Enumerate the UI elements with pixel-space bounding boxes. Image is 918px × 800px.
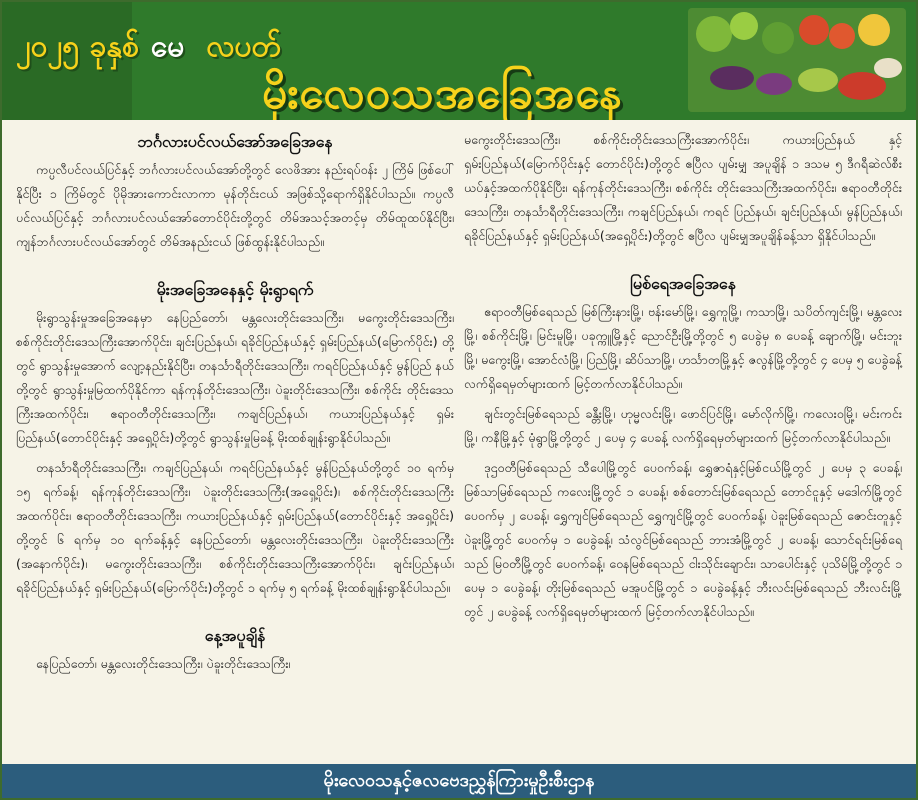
- paragraph: ချင်းတွင်းမြစ်ရေသည် ခန္တီးမြို့၊ ဟုမ္မလင်းမြို့၊ ဖောင်ပြင်မြို့၊ မော်လိုက်မြို့၊ ကလေးဝမြို့၊ မင်းကင်းမြို့၊ ကနီမြို့နှင့် မုံရွာမြို့တို့တွင် ၂ ပေမှ ၄ ပေခန့် လက်ရှိရေမှတ်များထက် မြင့်တက်လာနိုင်ပါသည်။: [464, 406, 902, 445]
- paragraph: ဧရာဝတီမြစ်ရေသည် မြစ်ကြီးနားမြို့၊ ဗန်းမော်မြို့၊ ရွှေကူမြို့၊ ကသာမြို့၊ သပိတ်ကျင်းမြို့၊ မန္တလေးမြို့၊ စစ်ကိုင်းမြို့၊ မြင်းမူမြို့၊ ပခုက္ကူမြို့နှင့် ညောင်ဦးမြို့တို့တွင် ၅ ပေခွဲမှ ၈ ပေခန့် ချောက်မြို့၊ မင်းဘူးမြို့၊ မကွေးမြို့၊ အောင်လံမြို့၊ ပြည်မြို့၊ ဆိပ်သာမြို့၊ ဟင်္သာတမြို့နှင့် ဇလွန်မြို့တို့တွင် ၄ ပေမှ ၅ ပေခွဲခန့် လက်ရှိရေမှတ်များထက် မြင့်တက်လာနိုင်ပါသည်။: [464, 304, 902, 391]
- section-title-bay: ဘင်္ဂလားပင်လယ်အော်အခြေအနေ: [137, 132, 333, 151]
- paragraph: ဒုဌဝတီမြစ်ရေသည် သီပေါမြို့တွင် ပေဝက်ခန့်၊ ရွှေဇာရံနှင့်မြစ်ငယ်မြို့တွင် ၂ ပေမှ ၃ ပေခန့်၊ မြစ်သာမြစ်ရေသည် ကလေးမြို့တွင် ၁ ပေခန့်၊ စစ်တောင်းမြစ်ရေသည် တောင်ငူနှင့် မဒေါက်မြို့တွင် ပေဝက်မှ ၂ ပေခန့်၊ ရွှေကျင်မြစ်ရေသည် ရွှေကျင်မြို့တွင် ပေဝက်ခန့်၊ ပဲခူးမြစ်ရေသည် ဇောင်းတူနှင့် ပဲခူးမြို့တွင် ပေဝက်မှ ၁ ပေခွဲခန့်၊ သံလွင်မြစ်ရေသည် ဘားအံမြို့တွင် ၂ ပေခန့်၊ သောင်ရင်းမြစ်ရေသည် မြဝတီမြို့တွင် ပေဝက်ခန့်၊ ဝေနမြစ်ရေသည် ငါးသိုင်းချောင်း၊ သာပေါင်းနှင့် ပုသိမ်မြို့တို့တွင် ၁ ပေမှ ၁ ပေခွဲခန့်၊ တိုးမြစ်ရေသည် မအူပင်မြို့တွင် ၁ ပေခွဲခန့်နှင့် ဘီးလင်းမြစ်ရေသည် ဘီးလင်းမြို့တွင် ၂ ပေခွဲခန့် လက်ရှိရေမှတ်များထက် မြင့်တက်လာနိုင်ပါသည်။: [464, 460, 902, 619]
- section-title-temperature: နေ့အပူချိန်: [204, 626, 266, 645]
- paragraph: တနင်္သာရီတိုင်းဒေသကြီး၊ ကချင်ပြည်နယ်၊ ကရင်ပြည်နယ်နှင့် မွန်ပြည်နယ်တို့တွင် ၁၀ ရက်မှ ၁၅ ရက်ခန့်၊ ရန်ကုန်တိုင်းဒေသကြီး၊ ပဲခူးတိုင်းဒေသကြီး(အရှေ့ပိုင်း)၊ စစ်ကိုင်းတိုင်းဒေသကြီး အထက်ပိုင်း၊ ဧရာဝတီတိုင်းဒေသကြီး၊ ကယားပြည်နယ်နှင့် ရှမ်းပြည်နယ်(တောင်ပိုင်းနှင့် အရှေ့ပိုင်း) တို့တွင် ၆ ရက်မှ ၁၀ ရက်ခန့်နှင့် နေပြည်တော်၊ မန္တလေးတိုင်းဒေသကြီး၊ ပဲခူးတိုင်းဒေသကြီး (အနောက်ပိုင်း)၊ မကွေးတိုင်းဒေသကြီး၊ စစ်ကိုင်းတိုင်းဒေသကြီးအောက်ပိုင်း၊ ချင်းပြည်နယ်၊ ရခိုင်ပြည်နယ်နှင့် ရှမ်းပြည်နယ်(မြောက်ပိုင်း)တို့တွင် ၁ ရက်မှ ၅ ရက်ခန့် မိုးထစ်ချုန်းရွာနိုင်ပါသည်။: [16, 460, 454, 595]
- footer-text: မိုးလေဝသနှင့်ဇလဗေဒညွှန်ကြားမှုဦးစီးဌာန: [323, 769, 595, 791]
- date-block: [16, 26, 281, 71]
- right-column: [464, 128, 902, 630]
- edition-label: လပတ်: [206, 29, 281, 64]
- vegetable-illustration: [688, 8, 906, 112]
- date-month: မေ: [150, 29, 185, 64]
- page-title: မိုးလေဝသအခြေအနေ: [262, 68, 624, 119]
- paragraph: ကပ္ပလီပင်လယ်ပြင်နှင့် ဘင်္ဂလားပင်လယ်အော်တို့တွင် လေဖိအား နည်းရပ်ဝန်း ၂ ကြိမ် ဖြစ်ပေါ်နိုင်ပြီး ၁ ကြိမ်တွင် ပိုမိုအားကောင်းလာကာ မုန်တိုင်းငယ် အဖြစ်သို့ရောက်ရှိနိုင်ပါသည်။ ကပ္ပလီပင်လယ်ပြင်နှင့် ဘင်္ဂလားပင်လယ်အော်တောင်ပိုင်းတို့တွင် တိမ်အသင့်အတင့်မှ တိမ်ထူထပ်နိုင်ပြီး၊ ကျန်ဘင်္ဂလားပင်လယ်အော်တွင် တိမ်အနည်းငယ် ဖြစ်ထွန်းနိုင်ပါသည်။: [16, 162, 454, 249]
- divider: [464, 254, 902, 270]
- paragraph: နေပြည်တော်၊ မန္တလေးတိုင်းဒေသကြီး၊ ပဲခူးတိုင်းဒေသကြီး၊: [36, 656, 291, 671]
- footer-bar: [2, 764, 916, 798]
- section-title-river: မြစ်ရေအခြေအနေ: [630, 274, 736, 293]
- section-title-rain: မိုးအခြေအနေနှင့် မိုးရွာရက်: [156, 280, 314, 299]
- vegetable-image: [688, 8, 906, 112]
- left-column: [16, 128, 454, 682]
- paragraph: မိုးရွာသွန်းမှုအခြေအနေမှာ နေပြည်တော်၊ မန္တလေးတိုင်းဒေသကြီး၊ မကွေးတိုင်းဒေသကြီး၊ စစ်ကိုင်းတိုင်းဒေသကြီးအောက်ပိုင်း၊ ချင်းပြည်နယ်၊ ရခိုင်ပြည်နယ်နှင့် ရှမ်းပြည်နယ်(မြောက်ပိုင်း) တို့တွင် ရွာသွန်းမှုအောက် လျော့နည်းနိုင်ပြီး၊ တနင်္သာရီတိုင်းဒေသကြီး၊ ကရင်ပြည်နယ်နှင့် မွန်ပြည် နယ်တို့တွင် ရွာသွန်းမှုမြထက်ပိုနိုင်ကာ ရန်ကုန်တိုင်းဒေသကြီး၊ ပဲခူးတိုင်းဒေသကြီး၊ စစ်ကိုင်း တိုင်းဒေသကြီးအထက်ပိုင်း၊ ဧရာဝတီတိုင်းဒေသကြီး၊ ကချင်ပြည်နယ်၊ ကယားပြည်နယ်နှင့် ရှမ်း ပြည်နယ်(တောင်ပိုင်းနှင့် အရှေ့ပိုင်း)တို့တွင် ရွာသွန်းမှုမြခန့် မိုးထစ်ချုန်းရွာနိုင်ပါသည်။: [16, 310, 454, 445]
- header-banner: [2, 2, 916, 120]
- divider: [16, 260, 454, 276]
- divider: [16, 606, 454, 622]
- paragraph: မကွေးတိုင်းဒေသကြီး၊ စစ်ကိုင်းတိုင်းဒေသကြီးအောက်ပိုင်း၊ ကယားပြည်နယ် နှင့် ရှမ်းပြည်နယ်(မြောက်ပိုင်းနှင့် တောင်ပိုင်း)တို့တွင် ဧပြီလ ပျမ်းမျှ အပူချိန် ၁ ဒသမ ၅ ဒီဂရီဆဲလ်စီးယပ်နှင့်အထက်ပိုနိုင်ပြီး၊ ရန်ကုန်တိုင်းဒေသကြီး၊ စစ်ကိုင်း တိုင်းဒေသကြီးအထက်ပိုင်း၊ ဧရာဝတီတိုင်းဒေသကြီး၊ တနင်္သာရီတိုင်းဒေသကြီး၊ ကချင်ပြည်နယ်၊ ကရင် ပြည်နယ်၊ ချင်းပြည်နယ်၊ မွန်ပြည်နယ်၊ ရခိုင်ပြည်နယ်နှင့် ရှမ်းပြည်နယ်(အရှေ့ပိုင်း)တို့တွင် ဧပြီလ ပျမ်းမျှအပူချိန်ခန့်သာ ရှိနိုင်ပါသည်။: [464, 132, 902, 243]
- date-year: ၂၀၂၅ ခုနှစ်: [16, 29, 139, 64]
